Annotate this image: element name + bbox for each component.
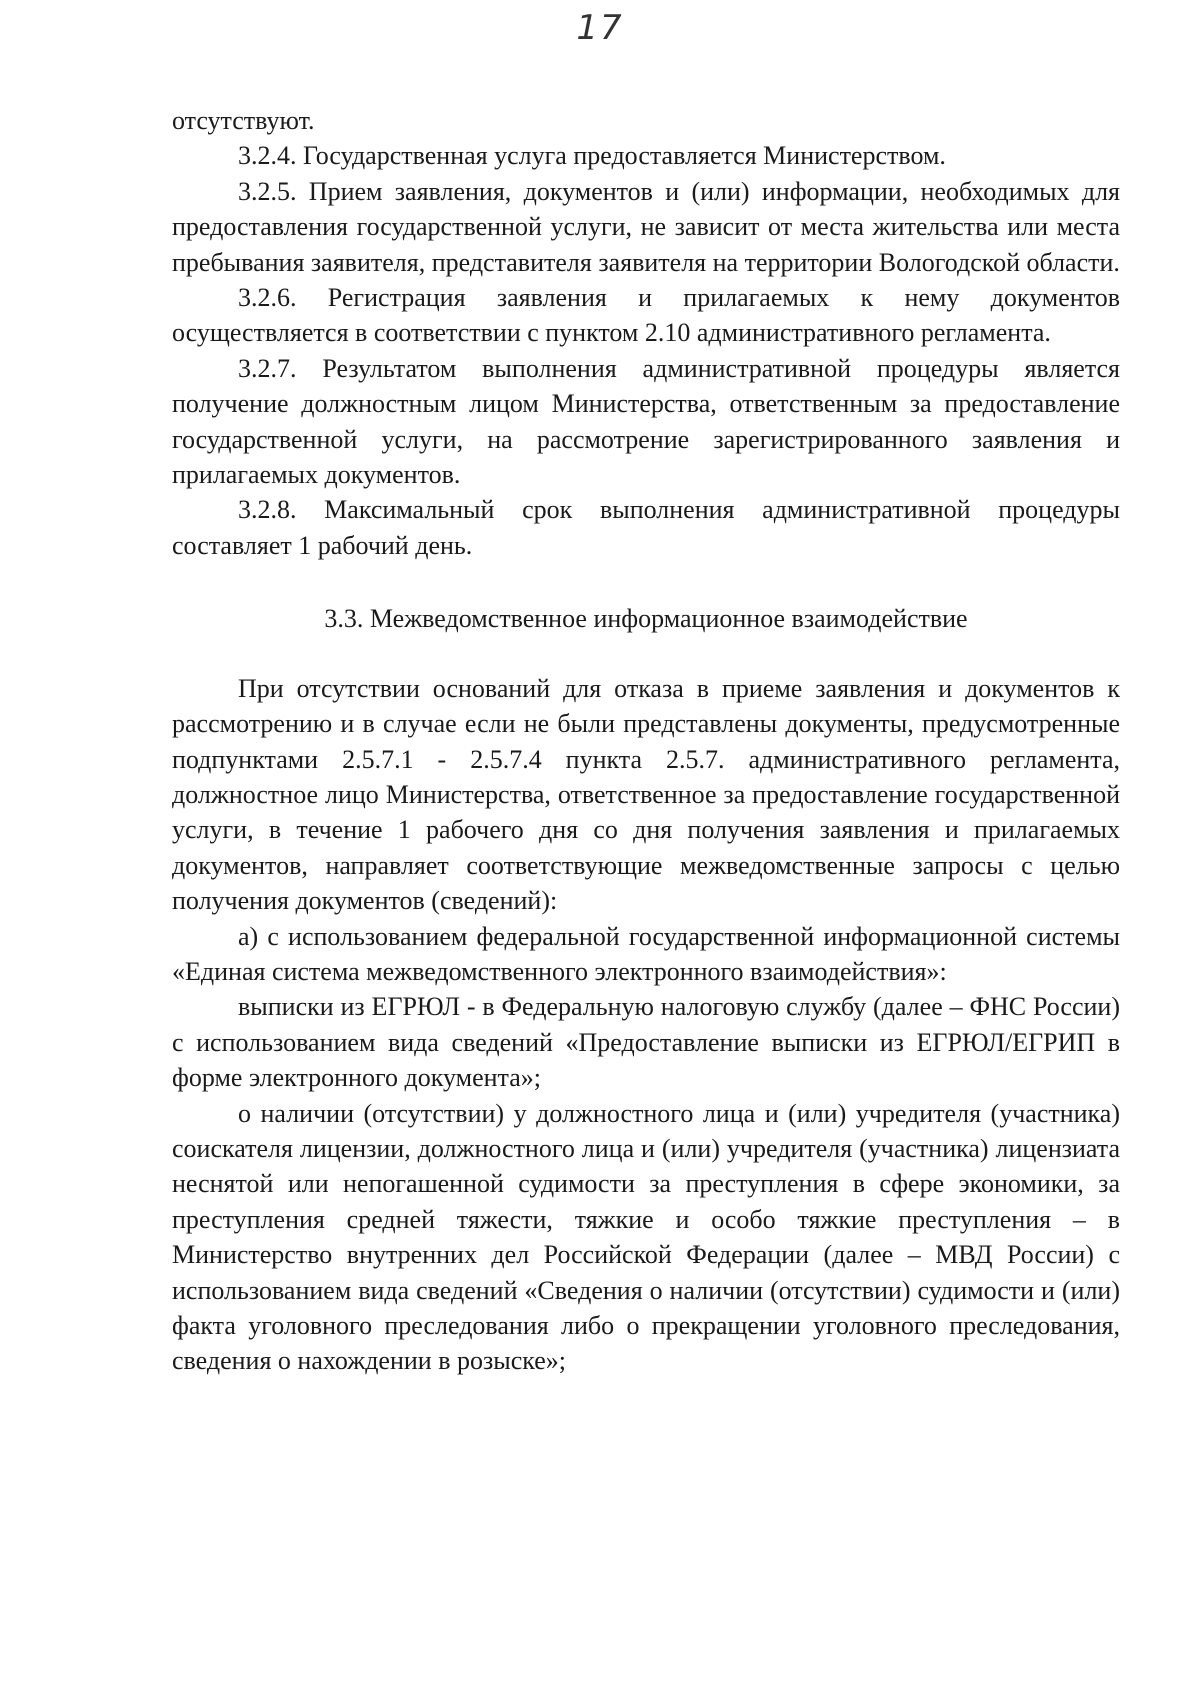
page-number: 17 [576, 8, 624, 48]
paragraph-3-2-7: 3.2.7. Результатом выполнения административной процедуры является получение должностным лицом Министерства, ответственным за предоставление государственной услуги, на рассмотрение зарегистрированного заявления и прилагаемых документов. [172, 353, 1120, 490]
paragraph-interagency-intro: При отсутствии оснований для отказа в приеме заявления и документов к рассмотрению и в случае если не были представлены документы, предусмотренные подпунктами 2.5.7.1 - 2.5.7.4 пункта 2.5.7. административного регламента, должностное лицо Министерства, ответственное за предоставление государственной услуги, в течение 1 рабочего дня со дня получения заявления и прилагаемых документов, направляет соответствующие межведомственные запросы с целью получения документов (сведений): [172, 673, 1120, 916]
paragraph-egrul-extract: выписки из ЕГРЮЛ - в Федеральную налоговую службу (далее – ФНС России) с использованием вида сведений «Предоставление выписки из ЕГРЮЛ/ЕГРИП в форме электронного документа»; [172, 992, 1120, 1093]
paragraph-3-2-8: 3.2.8. Максимальный срок выполнения административной процедуры составляет 1 рабочий день. [172, 495, 1120, 560]
paragraph-item-a: а) с использованием федеральной государственной информационной системы «Единая система межведомственного электронного взаимодействия»: [172, 921, 1120, 986]
section-heading: 3.3. Межведомственное информационное взаимодействие [324, 604, 968, 634]
paragraph-3-2-5: 3.2.5. Прием заявления, документов и (или) информации, необходимых для предоставления государственной услуги, не зависит от места жительства или места пребывания заявителя, представителя заявителя на территории Вологодской области. [172, 176, 1120, 277]
paragraph-continuation: отсутствуют. [172, 106, 315, 135]
paragraph-criminal-record: о наличии (отсутствии) у должностного лица и (или) учредителя (участника) соискателя лицензии, должностного лица и (или) учредителя (участника) лицензиата неснятой или непогашенной судимости за преступления в сфере экономики, за преступления средней тяжести, тяжкие и особо тяжкие преступления – в Министерство внутренних дел Российской Федерации (далее – МВД России) с использованием вида сведений «Сведения о наличии (отсутствии) судимости и (или) факта уголовного преследования либо о прекращении уголовного преследования, сведения о нахождении в розыске»; [172, 1098, 1120, 1376]
paragraph-3-2-4: 3.2.4. Государственная услуга предоставляется Министерством. [238, 141, 946, 171]
document-body [172, 103, 1120, 1379]
paragraph-3-2-6: 3.2.6. Регистрация заявления и прилагаемых к нему документов осуществляется в соответствии с пунктом 2.10 административного регламента. [172, 283, 1120, 348]
